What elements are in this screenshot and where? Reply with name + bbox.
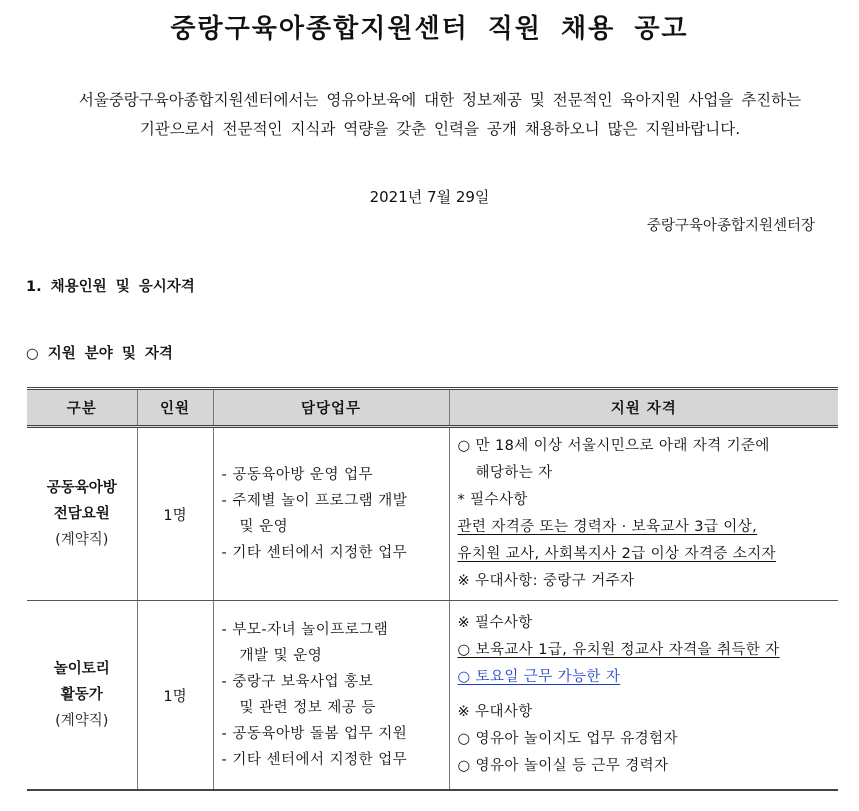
- duty-item: - 중랑구 보육사업 홍보: [221, 674, 374, 690]
- duties-cell: [213, 601, 449, 791]
- intro-line: 기관으로서 전문적인 지식과 역량을 갖춘 인력을 공개 채용하오니 많은 지원바랍니다.: [139, 120, 741, 138]
- qualification-item: ※ 우대사항: 중랑구 거주자: [457, 573, 635, 589]
- qualification-item: ※ 필수사항: [457, 615, 533, 631]
- header-count: 인원: [137, 389, 213, 427]
- qualifications-cell: [449, 601, 838, 791]
- intro-paragraph: [40, 86, 840, 144]
- headcount: 1명: [137, 601, 213, 791]
- category-name: 놀이토리: [53, 661, 110, 677]
- qualification-item: * 필수사항: [457, 492, 528, 508]
- qualification-item: 유치원 교사, 사회복지사 2급 이상 자격증 소지자: [457, 546, 776, 562]
- qualification-item: ○ 보육교사 1급, 유치원 정교사 자격을 취득한 자: [457, 642, 780, 658]
- spacer: [458, 691, 838, 699]
- duty-item: - 공동육아방 운영 업무: [221, 467, 374, 483]
- employment-type: (계약직): [55, 532, 109, 548]
- notice-date: 2021년 7월 29일: [369, 188, 490, 206]
- duty-item: - 공동육아방 돌봄 업무 지원: [221, 726, 408, 742]
- duty-item: - 기타 센터에서 지정한 업무: [221, 752, 408, 768]
- subsection-heading: ○ 지원 분야 및 자격: [26, 346, 173, 362]
- duties-cell: [213, 427, 449, 601]
- qualification-item: ○ 영유아 놀이실 등 근무 경력자: [457, 758, 669, 774]
- duty-item: - 주제별 놀이 프로그램 개발: [221, 493, 408, 509]
- duty-item: 및 운영: [239, 519, 289, 535]
- qualification-item: ※ 우대사항: [457, 704, 533, 720]
- headcount: 1명: [137, 427, 213, 601]
- qualification-item: ○ 토요일 근무 가능한 자: [457, 669, 621, 685]
- section-heading: 1. 채용인원 및 응시자격: [26, 279, 195, 295]
- duty-item: - 기타 센터에서 지정한 업무: [221, 545, 408, 561]
- category-name: 전담요원: [53, 506, 110, 522]
- employment-type: (계약직): [55, 713, 109, 729]
- table-row: [27, 601, 838, 791]
- category-name: 공동육아방: [46, 480, 117, 496]
- qualification-item: ○ 만 18세 이상 서울시민으로 아래 자격 기준에: [457, 438, 770, 454]
- header-qualifications: 지원 자격: [449, 389, 838, 427]
- header-duties: 담당업무: [213, 389, 449, 427]
- category-cell: [27, 427, 137, 601]
- header-category: 구분: [27, 389, 137, 427]
- qualification-item: ○ 영유아 놀이지도 업무 유경험자: [457, 731, 678, 747]
- table-header-row: [27, 389, 838, 427]
- recruitment-table: [27, 387, 838, 791]
- duty-item: 개발 및 운영: [239, 648, 323, 664]
- notice-title: 중랑구육아종합지원센터 직원 채용 공고: [170, 14, 689, 44]
- signer: 중랑구육아종합지원센터장: [646, 218, 815, 234]
- qualification-item: 관련 자격증 또는 경력자 · 보육교사 3급 이상,: [457, 519, 758, 535]
- duty-item: - 부모-자녀 놀이프로그램: [221, 622, 389, 638]
- category-name: 활동가: [60, 687, 103, 703]
- qualifications-cell: [449, 427, 838, 601]
- duty-item: 및 관련 정보 제공 등: [239, 700, 376, 716]
- qualification-item: 해당하는 자: [475, 465, 553, 481]
- category-cell: [27, 601, 137, 791]
- intro-line: 서울중랑구육아종합지원센터에서는 영유아보육에 대한 정보제공 및 전문적인 육아지원 사업을 추진하는: [78, 91, 802, 109]
- table-row: [27, 427, 838, 601]
